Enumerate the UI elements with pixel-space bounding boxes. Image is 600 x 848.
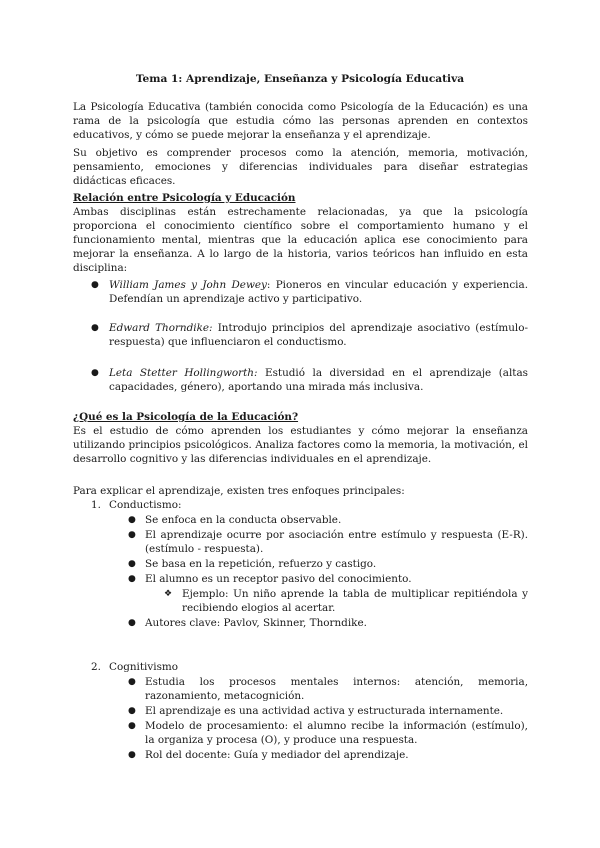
document-title: Tema 1: Aprendizaje, Enseñanza y Psicología Educativa [135, 73, 465, 85]
bullet-icon: ● [91, 368, 99, 378]
bullet-icon: ● [128, 721, 136, 731]
theorist-item [109, 321, 528, 349]
approaches-intro: Para explicar el aprendizaje, existen tres enfoques principales: [73, 485, 405, 497]
bullet-icon: ● [128, 515, 136, 525]
bullet-icon: ● [128, 750, 136, 760]
theorist-desc: Estudió la diversidad en el aprendizaje (altas capacidades, género), aportando una mirada más inclusiva. [109, 367, 528, 393]
list-item: Autores clave: Pavlov, Skinner, Thorndike. [145, 617, 367, 629]
bullet-icon: ● [91, 280, 99, 290]
theorist-name: Leta Stetter Hollingworth: [109, 367, 258, 379]
approach-label: Cognitivismo [109, 661, 179, 673]
bullet-icon: ● [128, 618, 136, 628]
list-item: El aprendizaje es una actividad activa y estructurada internamente. [145, 705, 504, 717]
section-heading-relation: Relación entre Psicología y Educación [73, 192, 296, 204]
section-heading-what: ¿Qué es la Psicología de la Educación? [73, 411, 299, 423]
theorist-item [109, 366, 528, 394]
bullet-icon: ● [128, 677, 136, 687]
intro-paragraph-1: La Psicología Educativa (también conocida como Psicología de la Educación) es una rama de la psicología que estudia cómo las personas aprenden en contextos educativos, y cómo se puede mejorar la enseñanza y el aprendizaje. [73, 101, 528, 141]
intro-paragraph-2: Su objetivo es comprender procesos como la atención, memoria, motivación, pensamiento, emociones y diferencias individuales para diseñar estrategias didácticas eficaces. [73, 147, 528, 187]
bullet-icon: ● [128, 559, 136, 569]
relation-paragraph: Ambas disciplinas están estrechamente relacionadas, ya que la psicología proporciona el conocimiento científico sobre el comportamiento humano y el funcionamiento mental, mientras que la educación aplica ese conocimiento para mejorar la enseñanza. A lo largo de la historia, varios teóricos han influido en esta disciplina: [73, 206, 528, 274]
theorist-item [109, 278, 528, 306]
list-item: Modelo de procesamiento: el alumno recibe la información (estímulo), la organiza y procesa (O), y produce una respuesta. [145, 720, 528, 746]
theorist-name: Edward Thorndike: [109, 322, 213, 334]
bullet-icon: ● [128, 706, 136, 716]
example-item: Ejemplo: Un niño aprende la tabla de multiplicar repitiéndola y recibiendo elogios al acertar. [182, 588, 528, 614]
list-item: Se enfoca en la conducta observable. [145, 514, 342, 526]
list-item: El aprendizaje ocurre por asociación entre estímulo y respuesta (E-R).(estímulo - respuesta). [145, 529, 528, 555]
approach-label: Conductismo: [109, 499, 182, 511]
list-item: El alumno es un receptor pasivo del conocimiento. [145, 573, 412, 585]
list-item: Estudia los procesos mentales internos: atención, memoria, razonamiento, metacognición. [145, 676, 528, 702]
theorist-desc: : Pioneros en vincular educación y experiencia. Defendían un aprendizaje activo y participativo. [109, 279, 529, 305]
diamond-bullet-icon: ❖ [164, 589, 173, 599]
bullet-icon: ● [91, 323, 99, 333]
bullet-icon: ● [128, 574, 136, 584]
list-item: Se basa en la repetición, refuerzo y castigo. [145, 558, 377, 570]
theorist-name: William James y John Dewey [109, 279, 267, 291]
what-paragraph: Es el estudio de cómo aprenden los estudiantes y cómo mejorar la enseñanza utilizando principios psicológicos. Analiza factores como la memoria, la motivación, el desarrollo cognitivo y las diferencias individuales en el aprendizaje. [73, 425, 528, 465]
bullet-icon: ● [128, 530, 136, 540]
list-item: Rol del docente: Guía y mediador del aprendizaje. [145, 749, 409, 761]
list-number: 1. [91, 499, 101, 511]
theorist-desc: Introdujo principios del aprendizaje asociativo (estímulo-respuesta) que influenciaron el conductismo. [109, 322, 528, 348]
list-number: 2. [91, 661, 101, 673]
